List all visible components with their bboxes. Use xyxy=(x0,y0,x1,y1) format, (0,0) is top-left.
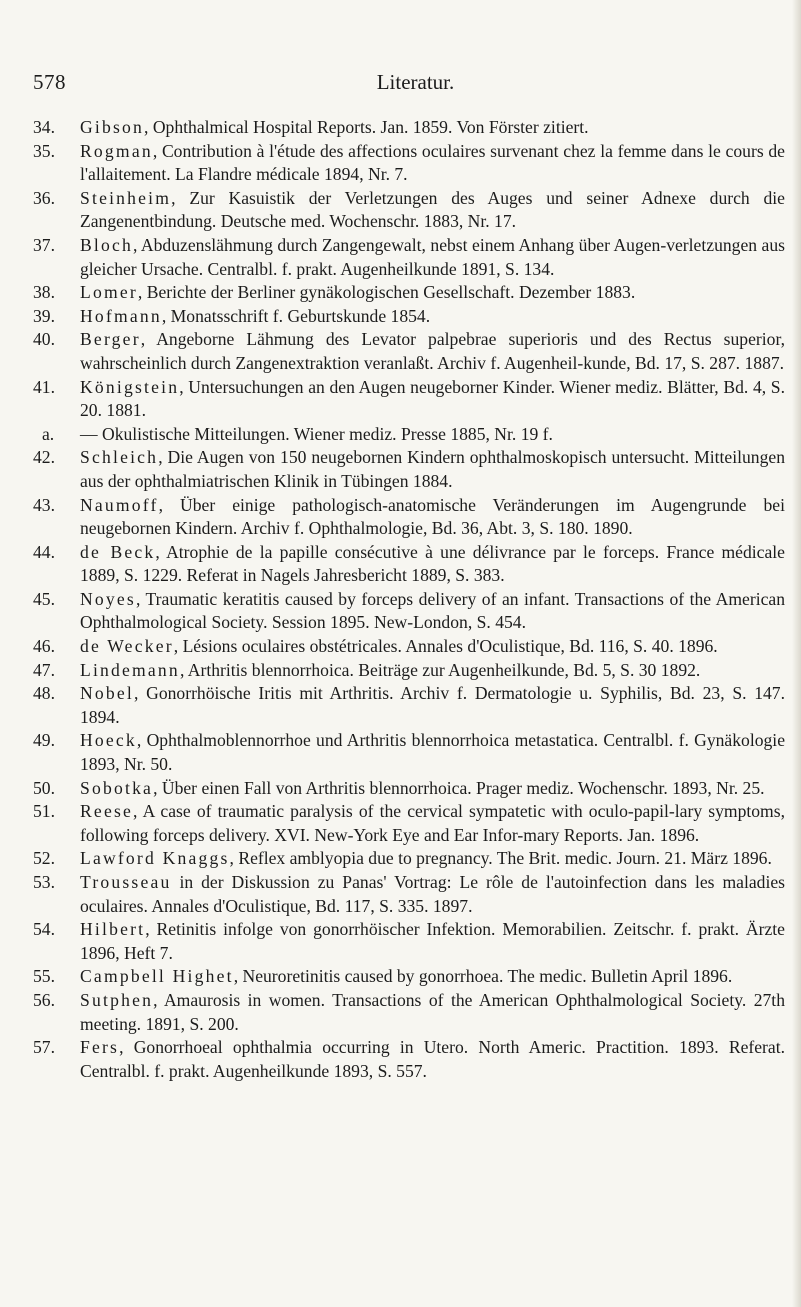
reference-text: , Über einen Fall von Arthritis blennorrhoica. Prager mediz. Wochenschr. 1893, Nr. 25. xyxy=(153,777,765,798)
reference-text: , Traumatic keratitis caused by forceps delivery of an infant. Transactions of the American Ophthalmological Society. Session 1895. New-London, S. 454. xyxy=(80,588,785,633)
reference-author: Rogman xyxy=(80,140,153,161)
reference-text: , Gonorrhoeal ophthalmia occurring in Utero. North Americ. Practition. 1893. Referat. Centralbl. f. prakt. Augenheilkunde 1893, S. 557. xyxy=(80,1037,785,1081)
reference-text: — Okulistische Mitteilungen. Wiener mediz. Presse 1885, Nr. 19 f. xyxy=(80,423,553,444)
reference-entry xyxy=(33,729,785,776)
reference-entry xyxy=(33,328,785,375)
reference-number: a. xyxy=(42,423,55,444)
reference-number: 48. xyxy=(33,683,55,704)
reference-entry xyxy=(33,847,785,871)
reference-author: Campbell Highet xyxy=(80,966,234,987)
reference-text: , Monatsschrift f. Geburtskunde 1854. xyxy=(161,305,431,326)
reference-number: 55. xyxy=(33,966,55,987)
reference-text: , Zur Kasuistik der Verletzungen des Auges und seiner Adnexe durch die Zangenentbindung. Deutsche med. Wochenschr. 1883, Nr. 17. xyxy=(80,187,785,232)
reference-text: , Die Augen von 150 neugebornen Kindern ophthalmoskopisch untersucht. Mitteilungen aus der ophthalmiatrischen Klinik in Tübingen 1884. xyxy=(80,447,785,491)
reference-author: Schleich xyxy=(80,447,159,468)
reference-text: , Atrophie de la papille consécutive à une délivrance par le forceps. France médicale 1889, S. 1229. Referat in Nagels Jahresbericht 1889, S. 383. xyxy=(80,541,785,586)
reference-number: 54. xyxy=(33,919,55,940)
reference-entry xyxy=(33,140,785,187)
reference-text: , Abduzenslähmung durch Zangengewalt, nebst einem Anhang über Augen-verletzungen aus gleicher Ursache. Centralbl. f. prakt. Augenheilkunde 1891, S. 134. xyxy=(80,234,785,279)
reference-text: , A case of traumatic paralysis of the cervical sympatetic with oculo-papil-lary symptoms, following forceps delivery. XVI. New-York Eye and Ear Infor-mary Reports. Jan. 1896. xyxy=(80,801,785,845)
page-edge-shadow xyxy=(792,0,801,1307)
reference-entry xyxy=(33,376,785,423)
reference-entry xyxy=(33,423,785,447)
reference-author: Hilbert xyxy=(80,919,146,940)
reference-text: , Amaurosis in women. Transactions of the American Ophthalmological Society. 27th meeting. 1891, S. 200. xyxy=(80,989,785,1034)
reference-entry xyxy=(33,871,785,918)
reference-author: Reese xyxy=(80,801,134,822)
reference-number: 49. xyxy=(33,730,55,751)
reference-text: , Ophthalmoblennorrhoe und Arthritis blennorrhoica metastatica. Centralbl. f. Gynäkologie 1893, Nr. 50. xyxy=(80,730,785,775)
reference-entry xyxy=(33,234,785,281)
reference-text: , Ophthalmical Hospital Reports. Jan. 1859. Von Förster zitiert. xyxy=(144,117,589,137)
reference-number: 47. xyxy=(33,659,55,680)
reference-text: , Über einige pathologisch-anatomische Veränderungen im Augengrunde bei neugebornen Kindern. Archiv f. Ophthalmologie, Bd. 36, Abt. 3, S. 180. 1890. xyxy=(80,494,785,539)
reference-entry xyxy=(33,800,785,847)
reference-number: 43. xyxy=(33,494,55,515)
reference-entry xyxy=(33,494,785,541)
reference-text: , Contribution à l'étude des affections oculaires survenant chez la femme dans le cours de l'allaitement. La Flandre médicale 1894, Nr. 7. xyxy=(80,140,785,185)
reference-entry xyxy=(33,682,785,729)
reference-author: Trousseau xyxy=(80,872,172,892)
reference-author: Steinheim xyxy=(80,187,172,208)
reference-author: Nobel xyxy=(80,683,134,704)
reference-text: in der Diskussion zu Panas' Vortrag: Le rôle de l'autoinfection dans les maladies oculaires. Annales d'Oculistique, Bd. 117, S. 335. 1897. xyxy=(80,872,785,916)
reference-number: 53. xyxy=(33,872,55,892)
reference-number: 56. xyxy=(33,989,55,1010)
reference-number: 39. xyxy=(33,305,55,326)
reference-number: 52. xyxy=(33,848,55,869)
reference-text: , Reflex amblyopia due to pregnancy. The Brit. medic. Journ. 21. März 1896. xyxy=(229,848,772,869)
reference-author: Gibson xyxy=(80,117,145,137)
reference-number: 57. xyxy=(33,1037,55,1058)
reference-number: 50. xyxy=(33,777,55,798)
reference-author: Königstein xyxy=(80,376,180,397)
reference-number: 45. xyxy=(33,588,55,609)
reference-text: , Angeborne Lähmung des Levator palpebrae superioris und des Rectus superior, wahrscheinlich durch Zangenextraktion veranlaßt. Archiv f. Augenheil-kunde, Bd. 17, S. 287. 1887. xyxy=(80,329,785,373)
reference-author: Noyes xyxy=(80,588,136,609)
reference-number: 38. xyxy=(33,282,55,303)
reference-text: , Lésions oculaires obstétricales. Annales d'Oculistique, Bd. 116, S. 40. 1896. xyxy=(173,636,718,657)
reference-author: Hofmann xyxy=(80,305,162,326)
reference-entry xyxy=(33,588,785,635)
reference-author: Berger xyxy=(80,329,141,350)
reference-author: Sutphen xyxy=(80,989,154,1010)
reference-entry xyxy=(33,541,785,588)
reference-number: 40. xyxy=(33,329,55,350)
reference-number: 44. xyxy=(33,541,55,562)
reference-entry xyxy=(33,918,785,965)
reference-number: 42. xyxy=(33,447,55,468)
running-head: Literatur. xyxy=(376,70,455,94)
reference-author: Hoeck xyxy=(80,730,137,751)
reference-text: , Gonorrhöische Iritis mit Arthritis. Archiv f. Dermatologie u. Syphilis, Bd. 23, S. 147. 1894. xyxy=(80,683,785,727)
reference-list xyxy=(33,116,785,1083)
reference-text: , Untersuchungen an den Augen neugeborner Kinder. Wiener mediz. Blätter, Bd. 4, S. 20. 1881. xyxy=(80,376,785,421)
reference-author: Bloch xyxy=(80,234,134,255)
reference-number: 41. xyxy=(33,376,55,397)
reference-entry xyxy=(33,1036,785,1083)
reference-text: , Retinitis infolge von gonorrhöischer Infektion. Memorabilien. Zeitschr. f. prakt. Ärzte 1896, Heft 7. xyxy=(80,919,785,963)
reference-entry xyxy=(33,777,785,801)
reference-entry xyxy=(33,989,785,1036)
reference-text: , Arthritis blennorrhoica. Beiträge zur Augenheilkunde, Bd. 5, S. 30 1892. xyxy=(179,659,701,680)
reference-entry xyxy=(33,187,785,234)
reference-author: Lawford Knaggs xyxy=(80,848,230,869)
reference-entry xyxy=(33,116,785,140)
reference-author: Lindemann xyxy=(80,659,180,680)
reference-author: de Beck xyxy=(80,541,156,562)
reference-text: , Berichte der Berliner gynäkologischen Gesellschaft. Dezember 1883. xyxy=(137,282,636,303)
reference-number: 46. xyxy=(33,636,55,657)
reference-author: Sobotka xyxy=(80,777,154,798)
reference-author: Naumoff xyxy=(80,494,159,515)
reference-number: 51. xyxy=(33,801,55,822)
reference-number: 37. xyxy=(33,234,55,255)
reference-entry xyxy=(33,281,785,305)
reference-number: 35. xyxy=(33,140,55,161)
reference-number: 34. xyxy=(33,117,55,137)
reference-text: , Neuroretinitis caused by gonorrhoea. The medic. Bulletin April 1896. xyxy=(233,966,733,987)
reference-author: Lomer xyxy=(80,282,138,303)
reference-author: de Wecker xyxy=(80,636,174,657)
reference-number: 36. xyxy=(33,187,55,208)
reference-entry xyxy=(33,305,785,329)
reference-entry xyxy=(33,965,785,989)
reference-author: Fers xyxy=(80,1037,120,1058)
reference-entry xyxy=(33,446,785,493)
page-number: 578 xyxy=(33,70,66,94)
reference-entry xyxy=(33,659,785,683)
reference-entry xyxy=(33,635,785,659)
